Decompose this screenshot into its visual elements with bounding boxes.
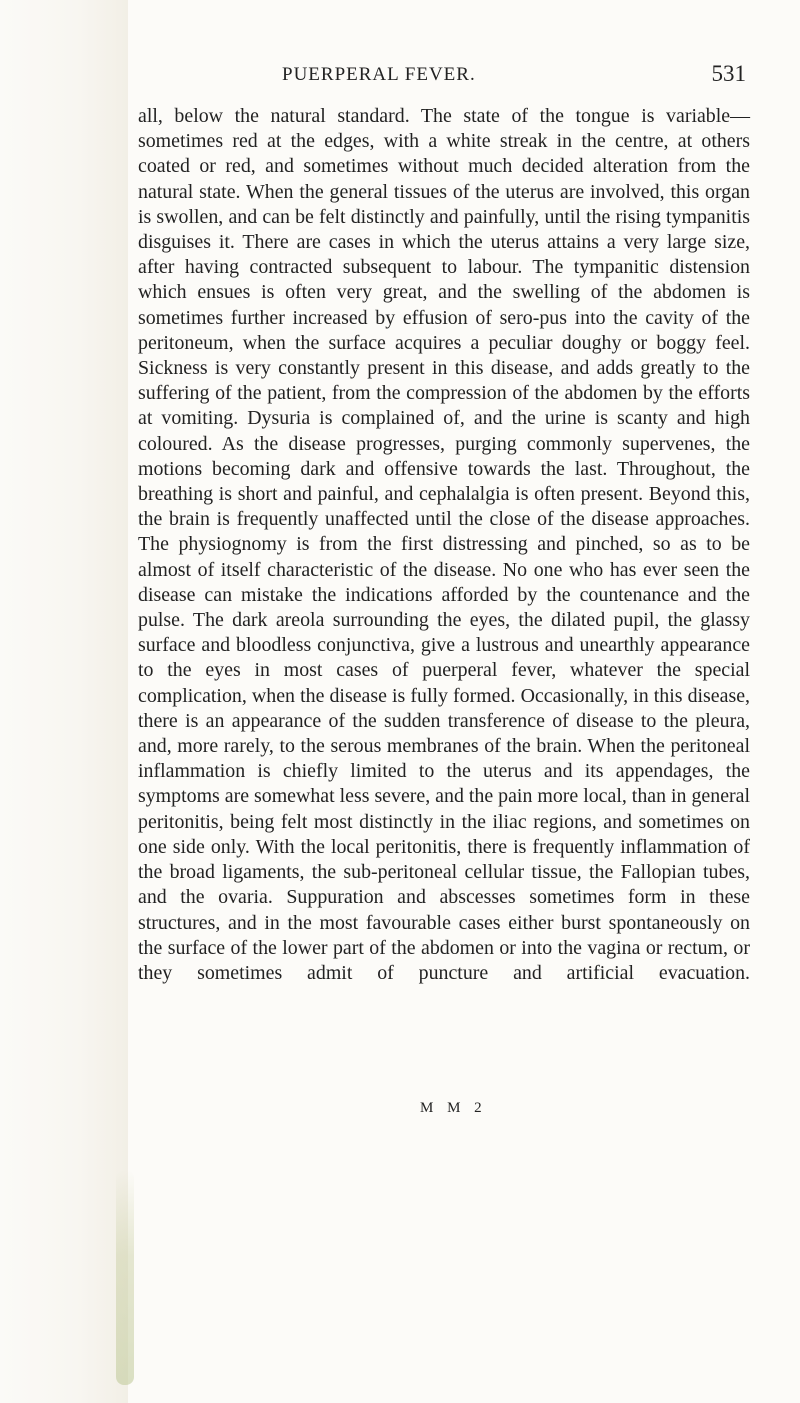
page-edge-stain (116, 1170, 134, 1385)
body-paragraph: all, below the natural standard. The state of the tongue is variable—sometimes red at the edges, with a white streak in the centre, at others coated or red, and sometimes without much decided alteration from the natural state. When the general tissues of the uterus are involved, this organ is swollen, and can be felt distinctly and painfully, until the rising tympanitis disguises it. There are cases in which the uterus attains a very large size, after having contracted subsequent to labour. The tympanitic distension which ensues is often very great, and the swelling of the abdomen is sometimes further increased by effusion of sero-pus into the cavity of the peritoneum, when the surface acquires a peculiar doughy or boggy feel. Sickness is very constantly present in this disease, and adds greatly to the suffering of the patient, from the compression of the abdomen by the efforts at vomiting. Dysuria is complained of, and the urine is scanty and high coloured. As the disease progresses, purging commonly supervenes, the motions becoming dark and offensive towards the last. Throughout, the breathing is short and painful, and cephalalgia is often present. Beyond this, the brain is frequently unaffected until the close of the disease approaches. The physiognomy is from the first distressing and pinched, so as to be almost of itself characteristic of the disease. No one who has ever seen the disease can mistake the indications afforded by the countenance and the pulse. The dark areola surrounding the eyes, the dilated pupil, the glassy surface and bloodless conjunctiva, give a lustrous and unearthly appearance to the eyes in most cases of puerperal fever, whatever the special complication, when the disease is fully formed. Occasionally, in this disease, there is an appearance of the sudden transference of disease to the pleura, and, more rarely, to the serous membranes of the brain. When the peritoneal inflammation is chiefly limited to the uterus and its appendages, the symptoms are somewhat less severe, and the pain more local, than in general peritonitis, being felt most distinctly in the iliac regions, and sometimes on one side only. With the local peritonitis, there is frequently inflammation of the broad ligaments, the sub-peritoneal cellular tissue, the Fallopian tubes, and the ovaria. Suppuration and abscesses sometimes form in these structures, and in the most favourable cases either burst spontaneously on the surface of the lower part of the abdomen or into the vagina or rectum, or they sometimes admit of puncture and artificial evacuation. (138, 105, 750, 984)
page-number: 531 (711, 61, 746, 86)
running-title: PUERPERAL FEVER. (282, 64, 476, 85)
page-edge-shadow (0, 0, 128, 1403)
signature-mark: M M 2 (420, 1100, 487, 1116)
